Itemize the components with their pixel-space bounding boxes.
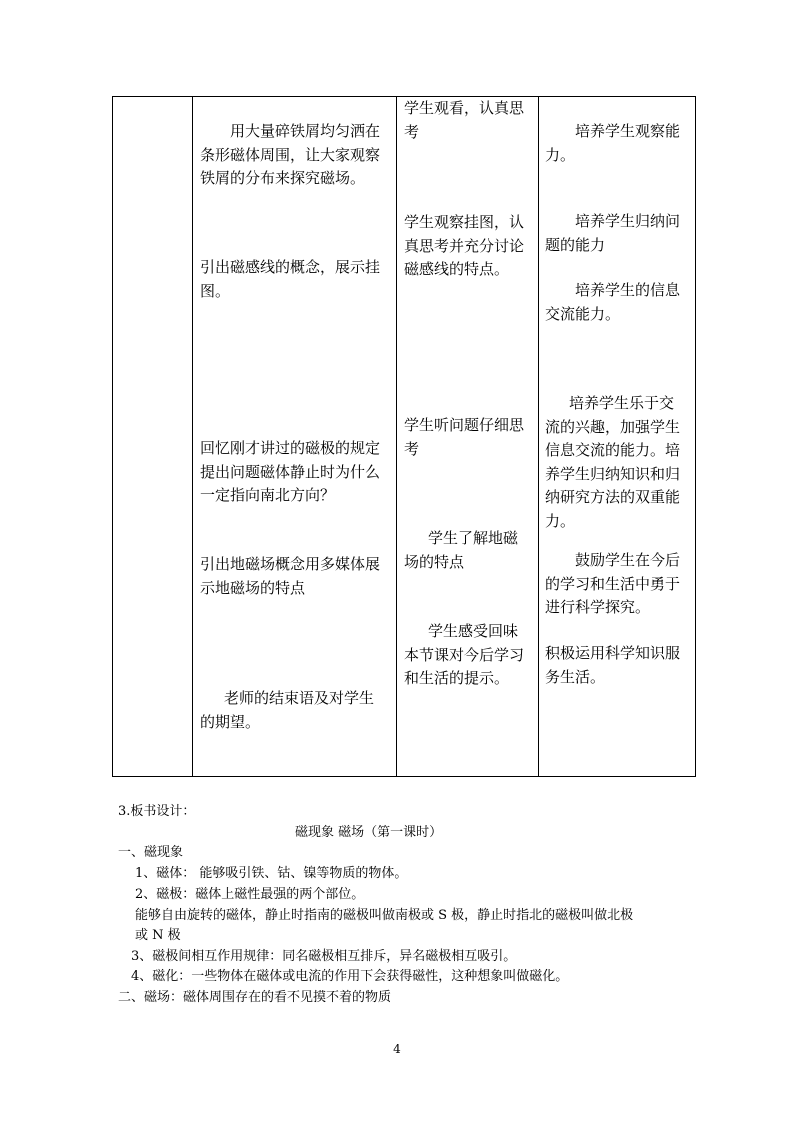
section-magnetic-field: 二、磁场：磁体周围存在的看不见摸不着的物质 [118, 990, 392, 1005]
page-number: 4 [393, 1042, 401, 1056]
design-intent-6: 积极运用科学知识服务生活。 [545, 644, 681, 686]
item-pole-interaction: 3、磁极间相互作用规律：同名磁极相互排斥，异名磁极相互吸引。 [131, 949, 517, 964]
board-title: 磁现象 磁场（第一课时） [295, 825, 443, 840]
teacher-activity-5: 老师的结束语及对学生的期望。 [200, 689, 375, 731]
column-divider-3 [538, 97, 539, 776]
student-activity-4: 学生了解地磁场的特点 [404, 529, 519, 571]
student-activity-5: 学生感受回味本节课对今后学习和生活的提示。 [404, 622, 525, 687]
design-intent-2: 培养学生归纳问题的能力 [545, 212, 681, 254]
student-activity-3: 学生听问题仔细思考 [404, 416, 525, 458]
student-activity-2: 学生观察挂图，认真思考并充分讨论磁感线的特点。 [404, 213, 525, 278]
board-heading: 3.板书设计： [118, 804, 196, 819]
teacher-activity-2: 引出磁感线的概念，展示挂图。 [200, 258, 381, 300]
item-magnet: 1、磁体： 能够吸引铁、钴、镍等物质的物体。 [135, 866, 408, 881]
teacher-activity-1: 用大量碎铁屑均匀洒在条形磁体周围，让大家观察铁屑的分布来探究磁场。 [200, 122, 381, 187]
item-magnetic-pole: 2、磁极：磁体上磁性最强的两个部位。 [135, 887, 365, 902]
column-divider-2 [396, 97, 397, 776]
section-magnetic-phenomena: 一、磁现象 [118, 845, 184, 860]
design-intent-5: 鼓励学生在今后的学习和生活中勇于进行科学探究。 [545, 551, 681, 616]
teacher-activity-4: 引出地磁场概念用多媒体展示地磁场的特点 [200, 555, 381, 597]
item-pole-detail-line2: 或 N 极 [135, 928, 181, 943]
design-intent-4: 培养学生乐于交流的兴趣，加强学生信息交流的能力。培养学生归纳知识和归纳研究方法的双重能力。 [545, 394, 681, 530]
item-magnetization: 4、磁化：一些物体在磁体或电流的作用下会获得磁性，这种想象叫做磁化。 [131, 969, 569, 984]
student-activity-1: 学生观看，认真思考 [404, 99, 525, 141]
item-pole-detail-line1: 能够自由旋转的磁体，静止时指南的磁极叫做南极或 S 极，静止时指北的磁极叫做北极 [135, 908, 634, 923]
design-intent-1: 培养学生观察能力。 [545, 122, 681, 164]
column-divider-1 [192, 97, 193, 776]
teacher-activity-3: 回忆刚才讲过的磁极的规定提出问题磁体静止时为什么一定指向南北方向？ [200, 439, 381, 504]
design-intent-3: 培养学生的信息交流能力。 [545, 281, 681, 323]
